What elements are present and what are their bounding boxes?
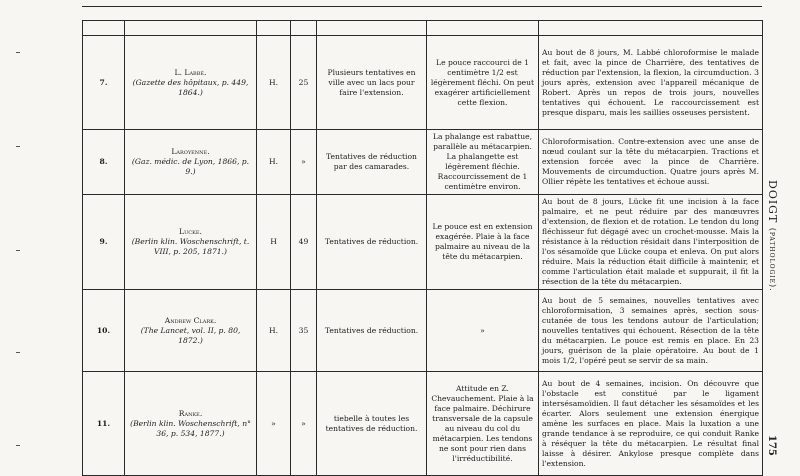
outcome-cell: Au bout de 8 jours, Lücke fit une incision à la face palmaire, et ne peut réduire par des manœuvres d'extension, de flexion et de rotation. Le tendon du long fléchisseur fut dégagé avec un crochet-mousse. Mais la résistance à la réduction résidait dans l'interposition de l'os sésamoïde que Lücke coupa et enleva. On put alors réduire. Mais la réduction était difficile à maintenir, et comme l'articulation était malade et suppurait, il fit la résection de la tête du métacarpien.	[539, 195, 763, 290]
treatment-cell: Plusieurs tentatives en ville avec un lacs pour faire l'extension.	[317, 36, 427, 130]
sex-cell: H.	[257, 36, 291, 130]
age-cell: »	[291, 130, 317, 195]
age-cell: »	[291, 372, 317, 476]
running-head-subtitle: (pathologie).	[768, 227, 777, 292]
sex-cell: H.	[257, 290, 291, 372]
table-row	[83, 130, 763, 195]
sex-cell: H.	[257, 130, 291, 195]
outcome-cell: Au bout de 4 semaines, incision. On découvre que l'obstacle est constitué par le ligament intersésamoïdien. Il faut détacher les sésamoïdes et les écarter. Alors seulement une extension énergique amène les surfaces en place. Mais la luxation a une grande tendance à se reproduire, ce qui conduit Ranke à réséquer la tête du métacarpien. Le résultat final laisse à désirer. Ankylose presque complète dans l'extension.	[539, 372, 763, 476]
author-cell	[125, 130, 257, 195]
table-top-strip	[83, 21, 763, 36]
outcome-cell: Au bout de 5 semaines, nouvelles tentatives avec chloroformisation, 3 semaines après, section sous-cutanée de tous les tendons autour de l'articulation; nouvelles tentatives qui échouent. Résection de la tête du métacarpien. Le pouce est remis en place. En 23 jours, guérison de la plaie opératoire. Au bout de 1 mois 1/2, l'opéré peut se servir de sa main.	[539, 290, 763, 372]
lesion-cell: Le pouce est en extension exagérée. Plaie à la face palmaire au niveau de la tête du métacarpien.	[427, 195, 539, 290]
treatment-cell: Tentatives de réduction.	[317, 195, 427, 290]
outcome-cell: Chloroformisation. Contre-extension avec une anse de nœud coulant sur la tête du métacarpien. Tractions et extension forcée avec la pince de Charrière. Mouvements de circumduction. Quatre jours après M. Ollier répète les tentatives et échoue aussi.	[539, 130, 763, 195]
author-source: (Gazette des hôpitaux, p. 449, 1864.)	[132, 77, 249, 97]
author-source: (Berlin klin. Woschenschrift, t. VIII, p. 205, 1871.)	[131, 237, 250, 256]
lesion-cell: Attitude en Z. Chevauchement. Plaie à la face palmaire. Déchirure transversale de la capsule au niveau du col du métacarpien. Les tendons ne sont pour rien dans l'irréductibilité.	[427, 372, 539, 476]
author-cell	[125, 372, 257, 476]
running-head	[766, 180, 779, 292]
table-row	[83, 290, 763, 372]
case-number: 11.	[83, 372, 125, 476]
age-cell: 35	[291, 290, 317, 372]
lesion-cell: Le pouce raccourci de 1 centimètre 1/2 est légèrement fléchi. On peut exagérer artificiellement cette flexion.	[427, 36, 539, 130]
treatment-cell: Tentatives de réduction.	[317, 290, 427, 372]
author-source: (Gaz. médic. de Lyon, 1866, p. 9.)	[131, 157, 250, 176]
age-cell: 49	[291, 195, 317, 290]
author-source: (The Lancet, vol. II, p. 80, 1872.)	[140, 325, 241, 345]
author-name: Lucke.	[179, 227, 202, 236]
cases-table	[82, 20, 763, 476]
sex-cell: »	[257, 372, 291, 476]
author-name: Laroyenne.	[171, 147, 210, 156]
margin-mark	[16, 352, 20, 353]
author-cell	[125, 195, 257, 290]
age-cell: 25	[291, 36, 317, 130]
header-rule	[82, 6, 762, 7]
author-name: Ranke.	[178, 408, 203, 418]
table-row	[83, 36, 763, 130]
treatment-cell: Tentatives de réduction par des camarades.	[317, 130, 427, 195]
outcome-cell: Au bout de 8 jours, M. Labbé chloroformise le malade et fait, avec la pince de Charrière, des tentatives de réduction par l'extension, la flexion, la circumduction. 3 jours après, extension avec l'appareil mécanique de Robert. Après un repos de trois jours, nouvelles tentatives qui échouent. Le raccourcissement est presque disparu, mais les saillies osseuses persistent.	[539, 36, 763, 130]
author-name: L. Labbé.	[174, 67, 207, 77]
margin-mark	[16, 146, 20, 147]
table-row	[83, 195, 763, 290]
author-cell	[125, 290, 257, 372]
sex-cell: H	[257, 195, 291, 290]
margin-mark	[16, 52, 20, 53]
running-head-title: DOIGT	[766, 180, 779, 224]
author-name: Andrew Clark.	[164, 315, 217, 325]
treatment-cell: tiebelle à toutes les tentatives de réduction.	[317, 372, 427, 476]
case-number: 9.	[83, 195, 125, 290]
case-number: 7.	[83, 36, 125, 130]
lesion-cell: »	[427, 290, 539, 372]
author-cell	[125, 36, 257, 130]
case-number: 8.	[83, 130, 125, 195]
table-row	[83, 372, 763, 476]
margin-mark	[16, 250, 20, 251]
case-number: 10.	[83, 290, 125, 372]
lesion-cell: La phalange est rabattue, parallèle au métacarpien. La phalangette est légèrement fléchie. Raccourcissement de 1 centimètre environ.	[427, 130, 539, 195]
margin-mark	[16, 445, 20, 446]
author-source: (Berlin klin. Woschenschrift, n° 36, p. 534, 1877.)	[130, 418, 251, 438]
page-number: 175	[766, 435, 777, 456]
